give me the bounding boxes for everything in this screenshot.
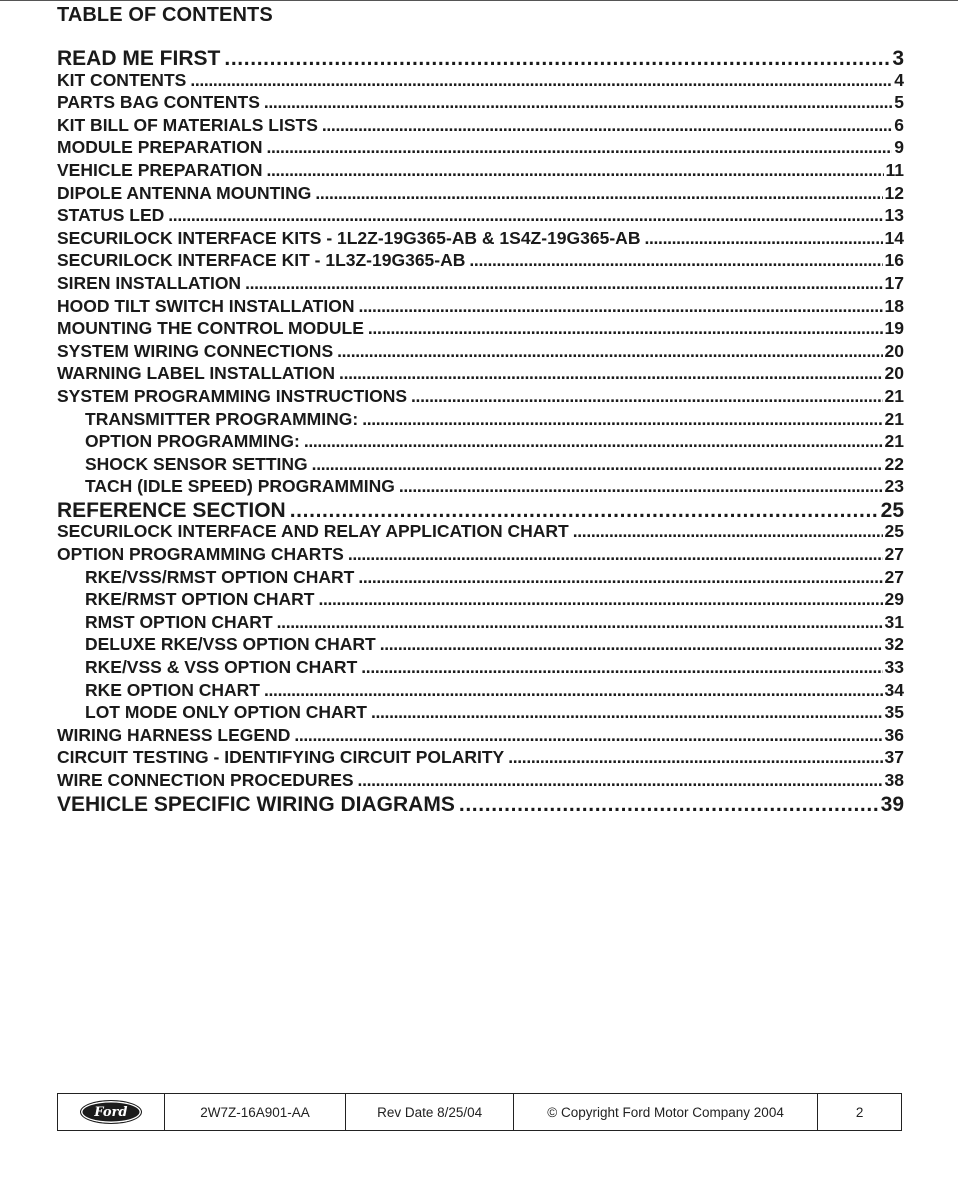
toc-entry[interactable]	[57, 544, 904, 567]
toc-entry-page: 9	[894, 137, 904, 158]
footer-rev-date: Rev Date 8/25/04	[346, 1094, 514, 1130]
toc-dot-leader	[168, 205, 882, 226]
toc-entry[interactable]	[57, 47, 904, 70]
toc-dot-leader	[644, 228, 882, 249]
toc-entry[interactable]	[57, 770, 904, 793]
table-of-contents	[57, 47, 904, 815]
toc-dot-leader	[190, 70, 892, 91]
toc-dot-leader	[245, 273, 882, 294]
toc-entry-label: KIT BILL OF MATERIALS LISTS	[57, 114, 318, 135]
toc-entry[interactable]	[57, 341, 904, 364]
toc-entry-page: 38	[884, 770, 904, 790]
toc-entry-label: MODULE PREPARATION	[57, 137, 263, 158]
toc-dot-leader	[358, 296, 882, 317]
toc-entry-label: HOOD TILT SWITCH INSTALLATION	[57, 295, 355, 316]
toc-entry-page: 29	[884, 589, 904, 610]
toc-entry-label: DELUXE RKE/VSS OPTION CHART	[85, 634, 376, 655]
toc-dot-leader	[337, 341, 882, 362]
toc-entry[interactable]	[57, 702, 904, 725]
toc-entry[interactable]	[57, 476, 904, 499]
toc-entry-page: 3	[892, 47, 904, 70]
toc-entry[interactable]	[57, 612, 904, 635]
toc-entry-page: 27	[884, 544, 904, 565]
toc-entry-label: RKE OPTION CHART	[85, 679, 260, 700]
toc-entry[interactable]	[57, 160, 904, 183]
toc-dot-leader	[315, 183, 882, 204]
toc-entry-label: SECURILOCK INTERFACE KITS - 1L2Z-19G365-AB & 1S4Z-19G365-AB	[57, 227, 641, 248]
toc-entry-page: 31	[884, 611, 904, 632]
toc-entry[interactable]	[57, 205, 904, 228]
toc-entry-page: 11	[885, 159, 904, 180]
toc-entry-page: 27	[884, 566, 904, 587]
toc-entry-label: LOT MODE ONLY OPTION CHART	[85, 702, 367, 723]
toc-entry-page: 37	[884, 747, 904, 768]
toc-dot-leader	[411, 386, 883, 407]
toc-entry-page: 23	[884, 476, 904, 497]
toc-entry-label: OPTION PROGRAMMING:	[85, 431, 300, 452]
toc-entry-page: 22	[884, 453, 904, 474]
toc-entry[interactable]	[57, 70, 904, 93]
toc-dot-leader	[318, 589, 882, 610]
toc-entry-page: 39	[880, 792, 904, 816]
toc-entry-page: 20	[884, 340, 904, 361]
toc-dot-leader	[264, 92, 892, 113]
toc-entry[interactable]	[57, 228, 904, 251]
toc-dot-leader	[358, 567, 882, 588]
toc-dot-leader	[277, 612, 883, 633]
toc-entry-page: 17	[884, 272, 904, 293]
toc-dot-leader	[312, 454, 883, 475]
toc-entry[interactable]	[57, 589, 904, 612]
toc-entry[interactable]	[57, 657, 904, 680]
toc-entry-label: MOUNTING THE CONTROL MODULE	[57, 318, 364, 339]
toc-entry-label: WIRE CONNECTION PROCEDURES	[57, 770, 354, 790]
toc-dot-leader	[380, 634, 883, 655]
toc-dot-leader	[469, 250, 882, 271]
toc-entry[interactable]	[57, 499, 904, 522]
toc-entry-label: CIRCUIT TESTING - IDENTIFYING CIRCUIT POLARITY	[57, 747, 505, 768]
toc-dot-leader	[294, 725, 882, 746]
toc-entry[interactable]	[57, 725, 904, 748]
toc-dot-leader	[358, 770, 883, 791]
toc-entry-label: RKE/VSS & VSS OPTION CHART	[85, 657, 358, 678]
toc-entry[interactable]	[57, 454, 904, 477]
toc-entry-page: 14	[884, 227, 904, 248]
toc-entry-page: 36	[884, 724, 904, 745]
toc-entry[interactable]	[57, 386, 904, 409]
toc-entry-label: SIREN INSTALLATION	[57, 272, 242, 293]
toc-dot-leader	[339, 363, 882, 384]
toc-entry-label: SECURILOCK INTERFACE AND RELAY APPLICATION CHART	[57, 521, 569, 542]
toc-entry-page: 16	[884, 250, 904, 271]
toc-dot-leader	[290, 499, 879, 523]
toc-dot-leader	[368, 318, 883, 339]
toc-entry-label: WIRING HARNESS LEGEND	[57, 724, 291, 745]
ford-logo-text: Ford	[94, 1104, 128, 1120]
toc-entry-label: SHOCK SENSOR SETTING	[85, 453, 308, 474]
toc-dot-leader	[362, 409, 882, 430]
toc-entry-page: 21	[884, 385, 904, 406]
toc-dot-leader	[266, 137, 892, 158]
toc-entry[interactable]	[57, 296, 904, 319]
toc-entry[interactable]	[57, 273, 904, 296]
footer-part-number: 2W7Z-16A901-AA	[165, 1094, 347, 1130]
toc-dot-leader	[304, 431, 883, 452]
toc-entry-page: 21	[884, 431, 904, 452]
footer-copyright: © Copyright Ford Motor Company 2004	[514, 1094, 818, 1130]
toc-entry-page: 4	[894, 69, 904, 90]
toc-entry-label: VEHICLE PREPARATION	[57, 159, 263, 180]
toc-entry-page: 34	[884, 679, 904, 700]
toc-entry[interactable]	[57, 115, 904, 138]
toc-entry-page: 25	[884, 521, 904, 542]
toc-entry[interactable]	[57, 793, 904, 816]
toc-entry[interactable]	[57, 680, 904, 703]
toc-entry-page: 19	[884, 318, 904, 339]
toc-dot-leader	[573, 521, 883, 542]
toc-entry-label: RKE/VSS/RMST OPTION CHART	[85, 566, 355, 587]
toc-dot-leader	[361, 657, 882, 678]
toc-entry-label: TRANSMITTER PROGRAMMING:	[85, 408, 359, 429]
toc-dot-leader	[266, 160, 883, 181]
toc-entry[interactable]	[57, 521, 904, 544]
page-footer	[57, 1093, 902, 1131]
toc-entry-label: TACH (IDLE SPEED) PROGRAMMING	[85, 476, 395, 497]
toc-entry-page: 32	[884, 634, 904, 655]
toc-dot-leader	[224, 47, 890, 71]
toc-entry-label: WARNING LABEL INSTALLATION	[57, 363, 336, 384]
toc-entry[interactable]	[57, 250, 904, 273]
ford-logo	[80, 1100, 142, 1124]
toc-entry-page: 18	[884, 295, 904, 316]
toc-entry-page: 33	[884, 657, 904, 678]
toc-entry-label: RMST OPTION CHART	[85, 611, 273, 632]
toc-entry[interactable]	[57, 137, 904, 160]
toc-dot-leader	[371, 702, 883, 723]
toc-entry-page: 12	[884, 182, 904, 203]
toc-dot-leader	[322, 115, 892, 136]
toc-entry-label: STATUS LED	[57, 205, 165, 226]
toc-entry-page: 13	[884, 205, 904, 226]
toc-dot-leader	[459, 793, 879, 817]
footer-page-number: 2	[855, 1104, 864, 1120]
toc-entry-page: 21	[884, 408, 904, 429]
toc-entry[interactable]	[57, 567, 904, 590]
toc-dot-leader	[399, 476, 883, 497]
toc-entry-label: DIPOLE ANTENNA MOUNTING	[57, 182, 312, 203]
toc-entry-page: 5	[894, 92, 904, 113]
toc-entry[interactable]	[57, 431, 904, 454]
toc-entry-label: OPTION PROGRAMMING CHARTS	[57, 544, 344, 565]
toc-entry-page: 6	[894, 114, 904, 135]
top-rule	[0, 0, 958, 1]
toc-dot-leader	[264, 680, 883, 701]
toc-entry-label: READ ME FIRST	[57, 47, 221, 70]
page-title: TABLE OF CONTENTS	[57, 4, 273, 26]
toc-entry-label: KIT CONTENTS	[57, 69, 187, 90]
toc-entry[interactable]	[57, 183, 904, 206]
toc-entry-label: VEHICLE SPECIFIC WIRING DIAGRAMS	[57, 792, 455, 816]
footer-logo-cell	[58, 1094, 165, 1130]
toc-entry-page: 25	[880, 498, 904, 522]
toc-entry-page: 35	[884, 702, 904, 723]
toc-dot-leader	[508, 747, 882, 768]
toc-entry[interactable]	[57, 634, 904, 657]
toc-entry[interactable]	[57, 363, 904, 386]
toc-entry-label: PARTS BAG CONTENTS	[57, 92, 260, 113]
toc-entry[interactable]	[57, 318, 904, 341]
toc-entry-label: SYSTEM PROGRAMMING INSTRUCTIONS	[57, 385, 408, 406]
toc-entry-label: SYSTEM WIRING CONNECTIONS	[57, 340, 334, 361]
toc-entry-label: SECURILOCK INTERFACE KIT - 1L3Z-19G365-AB	[57, 250, 466, 271]
toc-dot-leader	[348, 544, 883, 565]
toc-entry[interactable]	[57, 92, 904, 115]
toc-entry-page: 20	[884, 363, 904, 384]
toc-entry-label: REFERENCE SECTION	[57, 498, 286, 522]
toc-entry-label: RKE/RMST OPTION CHART	[85, 589, 315, 610]
toc-entry[interactable]	[57, 409, 904, 432]
toc-entry[interactable]	[57, 747, 904, 770]
